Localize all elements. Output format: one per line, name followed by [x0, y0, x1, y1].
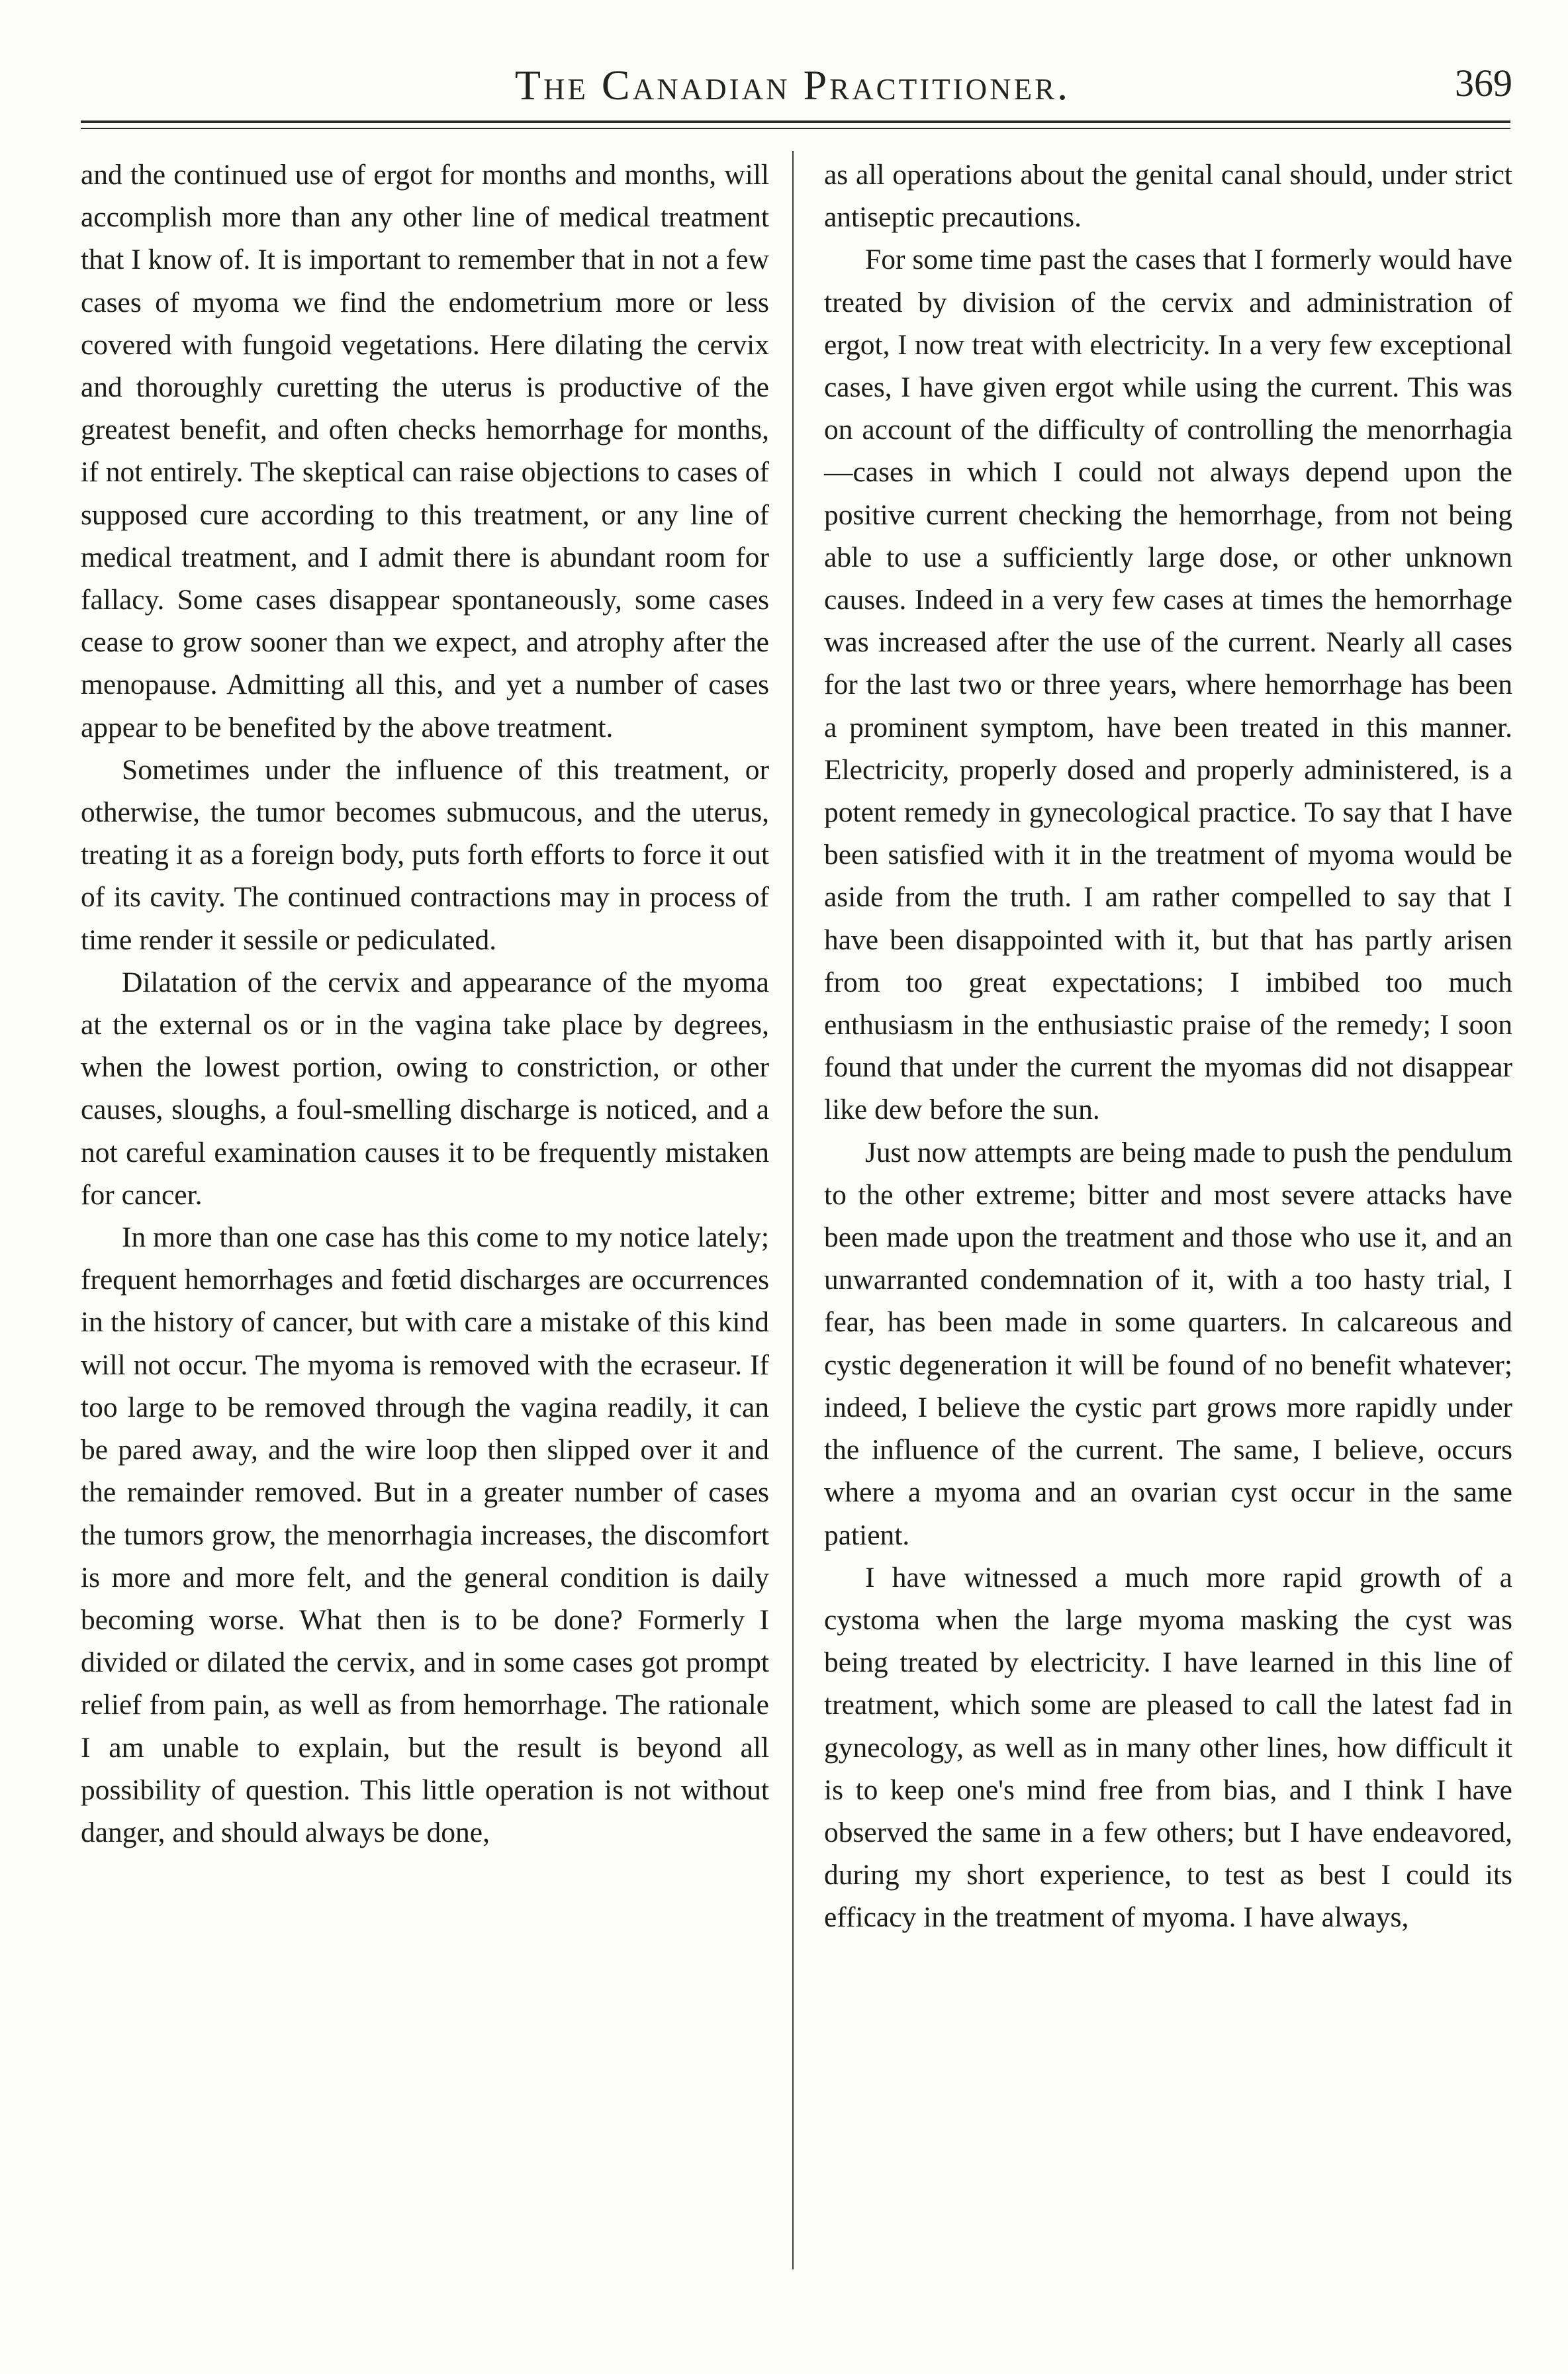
- left-paragraph-4: In more than one case has this come to my notice lately; frequent hemorrhages and fœtid discharges are occurrences in the history of cancer, but with care a mistake of this kind will not occur. The myoma is removed with the ecraseur. If too large to be removed through the vagina readily, it can be pared away, and the wire loop then slipped over it and the remainder removed. But in a greater number of cases the tumors grow, the menorrhagia increases, the discomfort is more and more felt, and the general condition is daily becoming worse. What then is to be done? Formerly I divided or dilated the cervix, and in some cases got prompt relief from pain, as well as from hemorrhage. The rationale I am unable to explain, but the result is beyond all possibility of question. This little operation is not without danger, and should always be done,: [81, 1221, 769, 1848]
- right-paragraph-2: For some time past the cases that I formerly would have treated by division of the cervix and administration of ergot, I now treat with electricity. In a very few exceptional cases, I have given ergot while using the current. This was on account of the difficulty of controlling the menorrhagia—cases in which I could not always depend upon the positive current checking the hemorrhage, from not being able to use a sufficiently large dose, or other unknown causes. Indeed in a very few cases at times the hemorrhage was increased after the use of the current. Nearly all cases for the last two or three years, where hemorrhage has been a prominent symptom, have been treated in this manner. Electricity, properly dosed and properly administered, is a potent remedy in gynecological practice. To say that I have been satisfied with it in the treatment of myoma would be aside from the truth. I am rather compelled to say that I have been disappointed with it, but that has partly arisen from too great expectations; I imbibed too much enthusiasm in the enthusiastic praise of the remedy; I soon found that under the current the myomas did not disappear like dew before the sun.: [824, 244, 1512, 1126]
- right-column: [824, 154, 1512, 1939]
- left-column: [81, 154, 769, 1854]
- right-paragraph-4: I have witnessed a much more rapid growth of a cystoma when the large myoma masking the cyst was being treated by electricity. I have learned in this line of treatment, which some are pleased to call the latest fad in gynecology, as well as in many other lines, how difficult it is to keep one's mind free from bias, and I think I have observed the same in a few others; but I have endeavored, during my short experience, to test as best I could its efficacy in the treatment of myoma. I have always,: [824, 1561, 1512, 1934]
- column-divider: [792, 151, 794, 2269]
- right-paragraph-3: Just now attempts are being made to push the pendulum to the other extreme; bitter and most severe attacks have been made upon the treatment and those who use it, and an unwarranted condemnation of it, with a too hasty trial, I fear, has been made in some quarters. In calcareous and cystic degeneration it will be found of no benefit whatever; indeed, I believe the cystic part grows more rapidly under the influence of the current. The same, I believe, occurs where a myoma and an ovarian cyst occur in the same patient.: [824, 1136, 1512, 1551]
- header-rule-thick: [81, 120, 1510, 123]
- header-rule-thin: [81, 128, 1510, 129]
- right-paragraph-1: as all operations about the genital canal should, under strict antiseptic precautions.: [824, 159, 1512, 234]
- journal-title: The Canadian Practitioner.: [514, 62, 1071, 109]
- left-paragraph-1: and the continued use of ergot for months and months, will accomplish more than any other line of medical treatment that I know of. It is important to remember that in not a few cases of myoma we find the endometrium more or less covered with fungoid vegetations. Here dilating the cervix and thoroughly curetting the uterus is productive of the greatest benefit, and often checks hemorrhage for months, if not entirely. The skeptical can raise objections to cases of supposed cure according to this treatment, or any line of medical treatment, and I admit there is abundant room for fallacy. Some cases disappear spontaneously, some cases cease to grow sooner than we expect, and atrophy after the menopause. Admitting all this, and yet a number of cases appear to be benefited by the above treatment.: [81, 159, 769, 743]
- page-number: 369: [1455, 62, 1512, 105]
- running-head: [73, 61, 1512, 114]
- left-paragraph-2: Sometimes under the influence of this treatment, or otherwise, the tumor becomes submucous, and the uterus, treating it as a foreign body, puts forth efforts to force it out of its cavity. The continued contractions may in process of time render it sessile or pediculated.: [81, 753, 769, 956]
- left-paragraph-3: Dilatation of the cervix and appearance of the myoma at the external os or in the vagina take place by degrees, when the lowest portion, owing to constriction, or other causes, sloughs, a foul-smelling discharge is noticed, and a not careful examination causes it to be frequently mistaken for cancer.: [81, 966, 769, 1211]
